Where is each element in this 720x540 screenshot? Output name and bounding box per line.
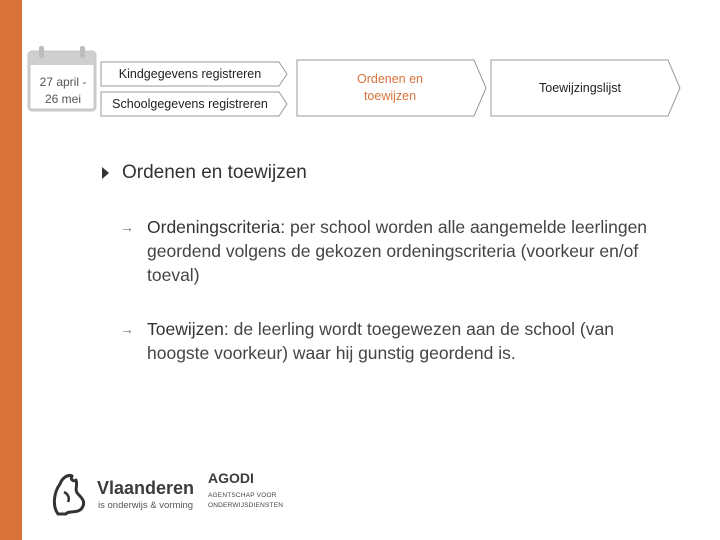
agodi-subtitle: AGENTSCHAP VOOR ONDERWIJSDIENSTEN (208, 492, 284, 509)
bullet-term: Toewijzen: (147, 319, 229, 339)
step-kindgegevens: Kindgegevens registreren (118, 67, 262, 81)
agodi-logo-text: AGODI (208, 470, 254, 486)
heading-text: Ordenen en toewijzen (122, 162, 307, 183)
bullet-ordeningscriteria (120, 215, 680, 287)
step-ordenen: Ordenen en toewijzen (356, 72, 424, 103)
accent-sidebar (0, 0, 22, 540)
bullet-toewijzen (120, 317, 680, 365)
date-end: 26 mei (44, 92, 82, 106)
step-toewijzingslijst: Toewijzingslijst (539, 81, 621, 95)
arrow-icon: → (120, 219, 134, 235)
triangle-bullet-icon (102, 167, 109, 179)
arrow-icon: → (120, 321, 134, 337)
date-range (30, 74, 96, 108)
vlaanderen-logo-text: Vlaanderen (97, 478, 195, 498)
date-start: 27 april - (39, 75, 87, 89)
bullet-text: de leerling wordt toegewezen aan de school (van hoogste voorkeur) waar hij gunstig geordend is. (147, 319, 614, 363)
bullet-text: per school worden alle aangemelde leerlingen geordend volgens de gekozen ordeningscriteria (voorkeur en/of toeval) (147, 217, 648, 285)
section-heading (102, 162, 307, 184)
lion-icon (48, 470, 92, 518)
vlaanderen-subtitle: is onderwijs & vorming (98, 500, 194, 511)
bullet-term: Ordeningscriteria: (147, 217, 286, 237)
step-schoolgegevens: Schoolgegevens registreren (112, 97, 268, 111)
